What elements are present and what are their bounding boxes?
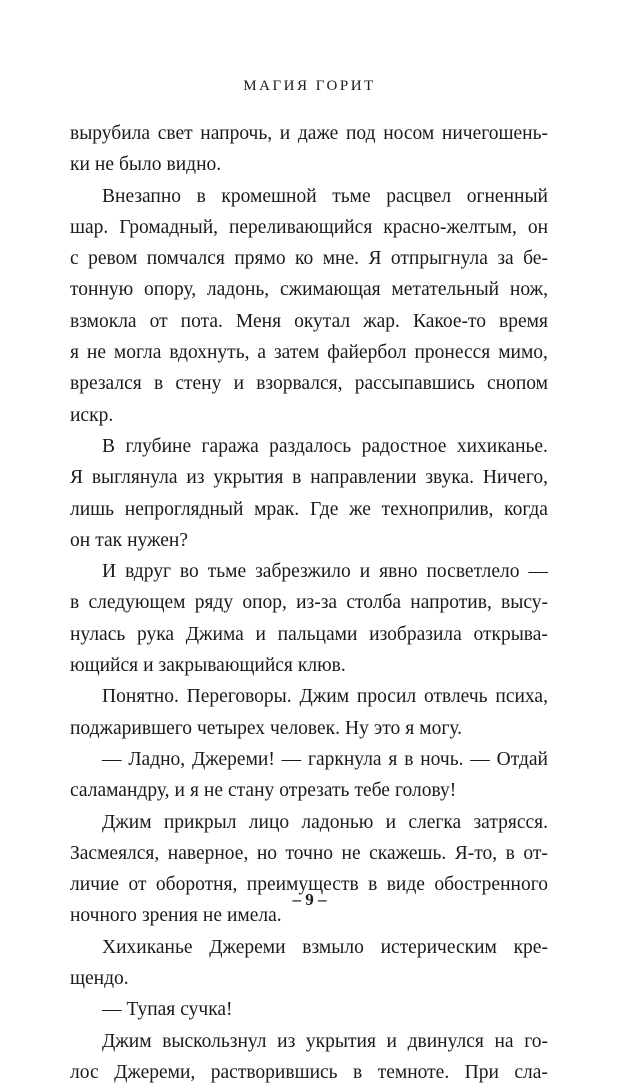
word: двинулся — [407, 1030, 484, 1052]
text-line — [70, 400, 548, 431]
word: я — [189, 780, 199, 802]
word: личие — [70, 874, 120, 896]
word: взмыло — [302, 936, 364, 958]
word: Джереми — [209, 936, 286, 958]
word: тьме — [332, 185, 371, 207]
word: и — [279, 123, 291, 144]
word: Внезапно — [102, 185, 182, 207]
text-line — [70, 713, 548, 744]
word: ладонью — [301, 811, 374, 833]
word: го- — [524, 1030, 548, 1052]
word: взорвался, — [256, 373, 343, 395]
word: вырубила — [70, 123, 151, 144]
word: сла- — [514, 1061, 548, 1083]
word: нож, — [509, 279, 548, 301]
word: когда — [504, 498, 548, 520]
word: на — [494, 1030, 514, 1052]
word: в — [368, 874, 378, 896]
word: клюв. — [297, 655, 346, 677]
word: и — [359, 561, 371, 583]
word: напротив, — [410, 592, 492, 614]
word: не — [94, 154, 115, 176]
word: Где — [309, 498, 339, 520]
word: пальцами — [277, 623, 358, 645]
word: бе- — [523, 248, 548, 270]
word: укрытия — [305, 1030, 376, 1052]
word: голову! — [394, 780, 457, 802]
word: свет — [157, 123, 193, 144]
word: техноприлив, — [381, 498, 494, 520]
word: расцвел — [386, 185, 452, 207]
text-line — [70, 1057, 548, 1088]
word: человек. — [269, 717, 341, 739]
text-line — [70, 681, 548, 712]
word: И — [102, 561, 117, 583]
word: кре- — [513, 936, 548, 958]
word: четырех — [197, 717, 265, 739]
word: было — [119, 154, 162, 176]
word: напрочь, — [200, 123, 273, 144]
word: сжимающая — [279, 279, 381, 301]
word: При — [464, 1061, 499, 1083]
word: саламандру, — [70, 780, 170, 802]
word: скажешь. — [369, 842, 447, 864]
word: я — [388, 748, 398, 770]
word: помчался — [146, 248, 225, 270]
word: могла — [113, 342, 162, 364]
word: непроглядный — [124, 498, 244, 520]
word: хихиканье. — [456, 435, 548, 457]
text-line — [70, 1026, 548, 1057]
word: ночного — [70, 905, 137, 927]
word: шар. — [70, 216, 109, 238]
word: так — [95, 529, 123, 551]
text-line — [70, 306, 548, 337]
word: стану — [228, 780, 275, 802]
word: — — [528, 561, 548, 583]
word: гаража — [201, 435, 259, 457]
word: ладонь, — [206, 279, 270, 301]
text-line — [70, 838, 548, 869]
word: опору, — [144, 279, 197, 301]
word: Ну — [345, 717, 369, 739]
word: щендо. — [70, 968, 129, 990]
word: преимуществ — [246, 874, 359, 896]
word: время — [499, 310, 548, 332]
word: Я-то, — [454, 842, 498, 864]
word: открыва- — [473, 623, 548, 645]
word: укрытия — [213, 467, 284, 489]
text-line — [70, 243, 548, 274]
text-line — [70, 118, 548, 149]
text-line — [70, 994, 548, 1025]
word: в — [353, 1061, 363, 1083]
word: затрясся. — [473, 811, 548, 833]
word: стену — [175, 373, 222, 395]
word: от — [149, 310, 168, 332]
word: красно-желтым, — [383, 216, 517, 238]
text-line — [70, 149, 548, 180]
word: отрезать — [279, 780, 350, 802]
word: он — [70, 529, 91, 551]
word: тонную — [70, 279, 134, 301]
word: Джереми, — [114, 1061, 196, 1083]
word: имела. — [226, 905, 282, 927]
word: темноте. — [377, 1061, 450, 1083]
word: раздалось — [269, 435, 352, 457]
word: вдруг — [125, 561, 171, 583]
word: точно — [285, 842, 334, 864]
text-line — [70, 556, 548, 587]
word: отпрыгнула — [390, 248, 488, 270]
word: в — [196, 185, 206, 207]
word: даже — [297, 123, 339, 144]
word: и — [233, 373, 244, 395]
word: не — [86, 342, 106, 364]
word: — — [281, 748, 302, 770]
word: наверное, — [167, 842, 249, 864]
word: забрезжило — [255, 561, 351, 583]
running-title: МАГИЯ ГОРИТ — [243, 78, 376, 94]
word: мрак. — [254, 498, 300, 520]
word: зрения — [141, 905, 198, 927]
word: в — [70, 592, 80, 614]
text-line — [70, 650, 548, 681]
text-line — [70, 587, 548, 618]
word: тьме — [207, 561, 247, 583]
word: выскользнул — [162, 1030, 267, 1052]
word: В — [102, 435, 116, 457]
word: из — [186, 467, 205, 489]
word: затем — [273, 342, 320, 364]
word: не — [203, 780, 224, 802]
word: же — [349, 498, 371, 520]
word: ничегошень- — [441, 123, 548, 144]
word: я — [70, 342, 79, 364]
word: растворившись — [210, 1061, 338, 1083]
word: — — [102, 748, 122, 770]
word: тебе — [354, 780, 390, 802]
word: не — [341, 842, 361, 864]
word: могу. — [419, 717, 463, 739]
word: от- — [523, 842, 548, 864]
word: лицо — [248, 811, 290, 833]
word: а — [257, 342, 267, 364]
word: огненный — [466, 185, 548, 207]
word: ряду — [194, 592, 234, 614]
word: Джим — [299, 686, 350, 708]
word: ревом — [88, 248, 138, 270]
word: пронесся — [414, 342, 491, 364]
word: направлении — [310, 467, 417, 489]
text-line — [70, 963, 548, 994]
word: лишь — [70, 498, 115, 520]
word: жар. — [363, 310, 400, 332]
text-line — [70, 744, 548, 775]
word: пота. — [180, 310, 223, 332]
word: от — [128, 874, 147, 896]
word: прикрыл — [163, 811, 237, 833]
word: Тупая — [126, 999, 176, 1021]
text-line — [70, 212, 548, 243]
word: в — [505, 842, 515, 864]
text-line — [70, 181, 548, 212]
word: во — [179, 561, 199, 583]
word: ющийся — [70, 655, 139, 677]
word: но — [256, 842, 278, 864]
word: отвлечь — [423, 686, 488, 708]
text-line — [70, 494, 548, 525]
word: и — [385, 811, 397, 833]
word: рука — [136, 623, 175, 645]
word: высу- — [501, 592, 548, 614]
word: видно. — [166, 154, 222, 176]
word: прямо — [234, 248, 286, 270]
word: взмокла — [70, 310, 137, 332]
word: Отдай — [496, 748, 548, 770]
word: окутал — [294, 310, 351, 332]
word: это — [373, 717, 401, 739]
word: рассыпавшись — [354, 373, 475, 395]
word: лос — [70, 1061, 99, 1083]
word: и — [255, 623, 266, 645]
word: — — [470, 748, 490, 770]
word: выглянула — [91, 467, 178, 489]
word: в — [292, 467, 302, 489]
word: ки — [70, 154, 90, 176]
word: кромешной — [221, 185, 317, 207]
word: снопом — [487, 373, 548, 395]
text-line — [70, 337, 548, 368]
word: Меня — [235, 310, 282, 332]
word: метательный — [391, 279, 500, 301]
text-line — [70, 932, 548, 963]
word: он — [527, 216, 548, 238]
text-line — [70, 368, 548, 399]
word: за — [497, 248, 514, 270]
word: радостное — [361, 435, 447, 457]
word: и — [174, 780, 185, 802]
text-line — [70, 775, 548, 806]
word: Ладно, — [128, 748, 186, 770]
word: гаркнула — [307, 748, 382, 770]
word: Хихиканье — [102, 936, 193, 958]
word: вдохнуть, — [169, 342, 250, 364]
word: и — [143, 655, 154, 677]
word: ночь. — [420, 748, 464, 770]
text-line — [70, 274, 548, 305]
word: посветлело — [426, 561, 520, 583]
word: изобразила — [369, 623, 462, 645]
word: истерическим — [380, 936, 497, 958]
word: врезался — [70, 373, 142, 395]
text-line — [70, 431, 548, 462]
text-line — [70, 619, 548, 650]
word: и — [386, 1030, 397, 1052]
word: — — [102, 999, 122, 1021]
word: Понятно. — [102, 686, 179, 708]
page-number: – 9 – — [292, 890, 327, 909]
word: Я — [368, 248, 382, 270]
word: Какое-то — [412, 310, 486, 332]
word: следующем — [88, 592, 186, 614]
word: поджарившего — [70, 717, 192, 739]
word: закрывающийся — [158, 655, 293, 677]
word: искр. — [70, 404, 114, 426]
word: слегка — [408, 811, 462, 833]
word: виде — [386, 874, 425, 896]
word: Засмеялся, — [70, 842, 160, 864]
word: я — [405, 717, 415, 739]
word: нулась — [70, 623, 126, 645]
word: Джим — [102, 811, 152, 833]
word: не — [202, 905, 222, 927]
word: явно — [379, 561, 418, 583]
word: мимо, — [498, 342, 548, 364]
word: мне. — [322, 248, 359, 270]
word: Переговоры. — [186, 686, 292, 708]
text-line — [70, 807, 548, 838]
word: Джима — [185, 623, 244, 645]
word: файербол — [327, 342, 407, 364]
word: просил — [356, 686, 417, 708]
word: Джереми! — [192, 748, 275, 770]
word: Я — [70, 467, 84, 489]
word: носом — [383, 123, 435, 144]
word: звука. — [425, 467, 475, 489]
word: Джим — [102, 1030, 152, 1052]
word: в — [153, 373, 164, 395]
word: из-за — [296, 592, 338, 614]
word: Ничего, — [482, 467, 548, 489]
text-line — [70, 525, 548, 556]
word: сучка! — [180, 999, 233, 1021]
word: обостренного — [434, 874, 548, 896]
word: психа, — [495, 686, 548, 708]
body-text — [70, 118, 548, 1088]
word: опор, — [242, 592, 287, 614]
word: переливающийся — [228, 216, 373, 238]
word: столба — [346, 592, 402, 614]
word: в — [404, 748, 414, 770]
word: нужен? — [127, 529, 188, 551]
word: с — [70, 248, 79, 270]
word: под — [346, 123, 376, 144]
text-line — [70, 462, 548, 493]
word: глубине — [125, 435, 192, 457]
word: Громадный, — [119, 216, 219, 238]
word: оборотня, — [155, 874, 238, 896]
word: ко — [295, 248, 314, 270]
word: из — [277, 1030, 296, 1052]
